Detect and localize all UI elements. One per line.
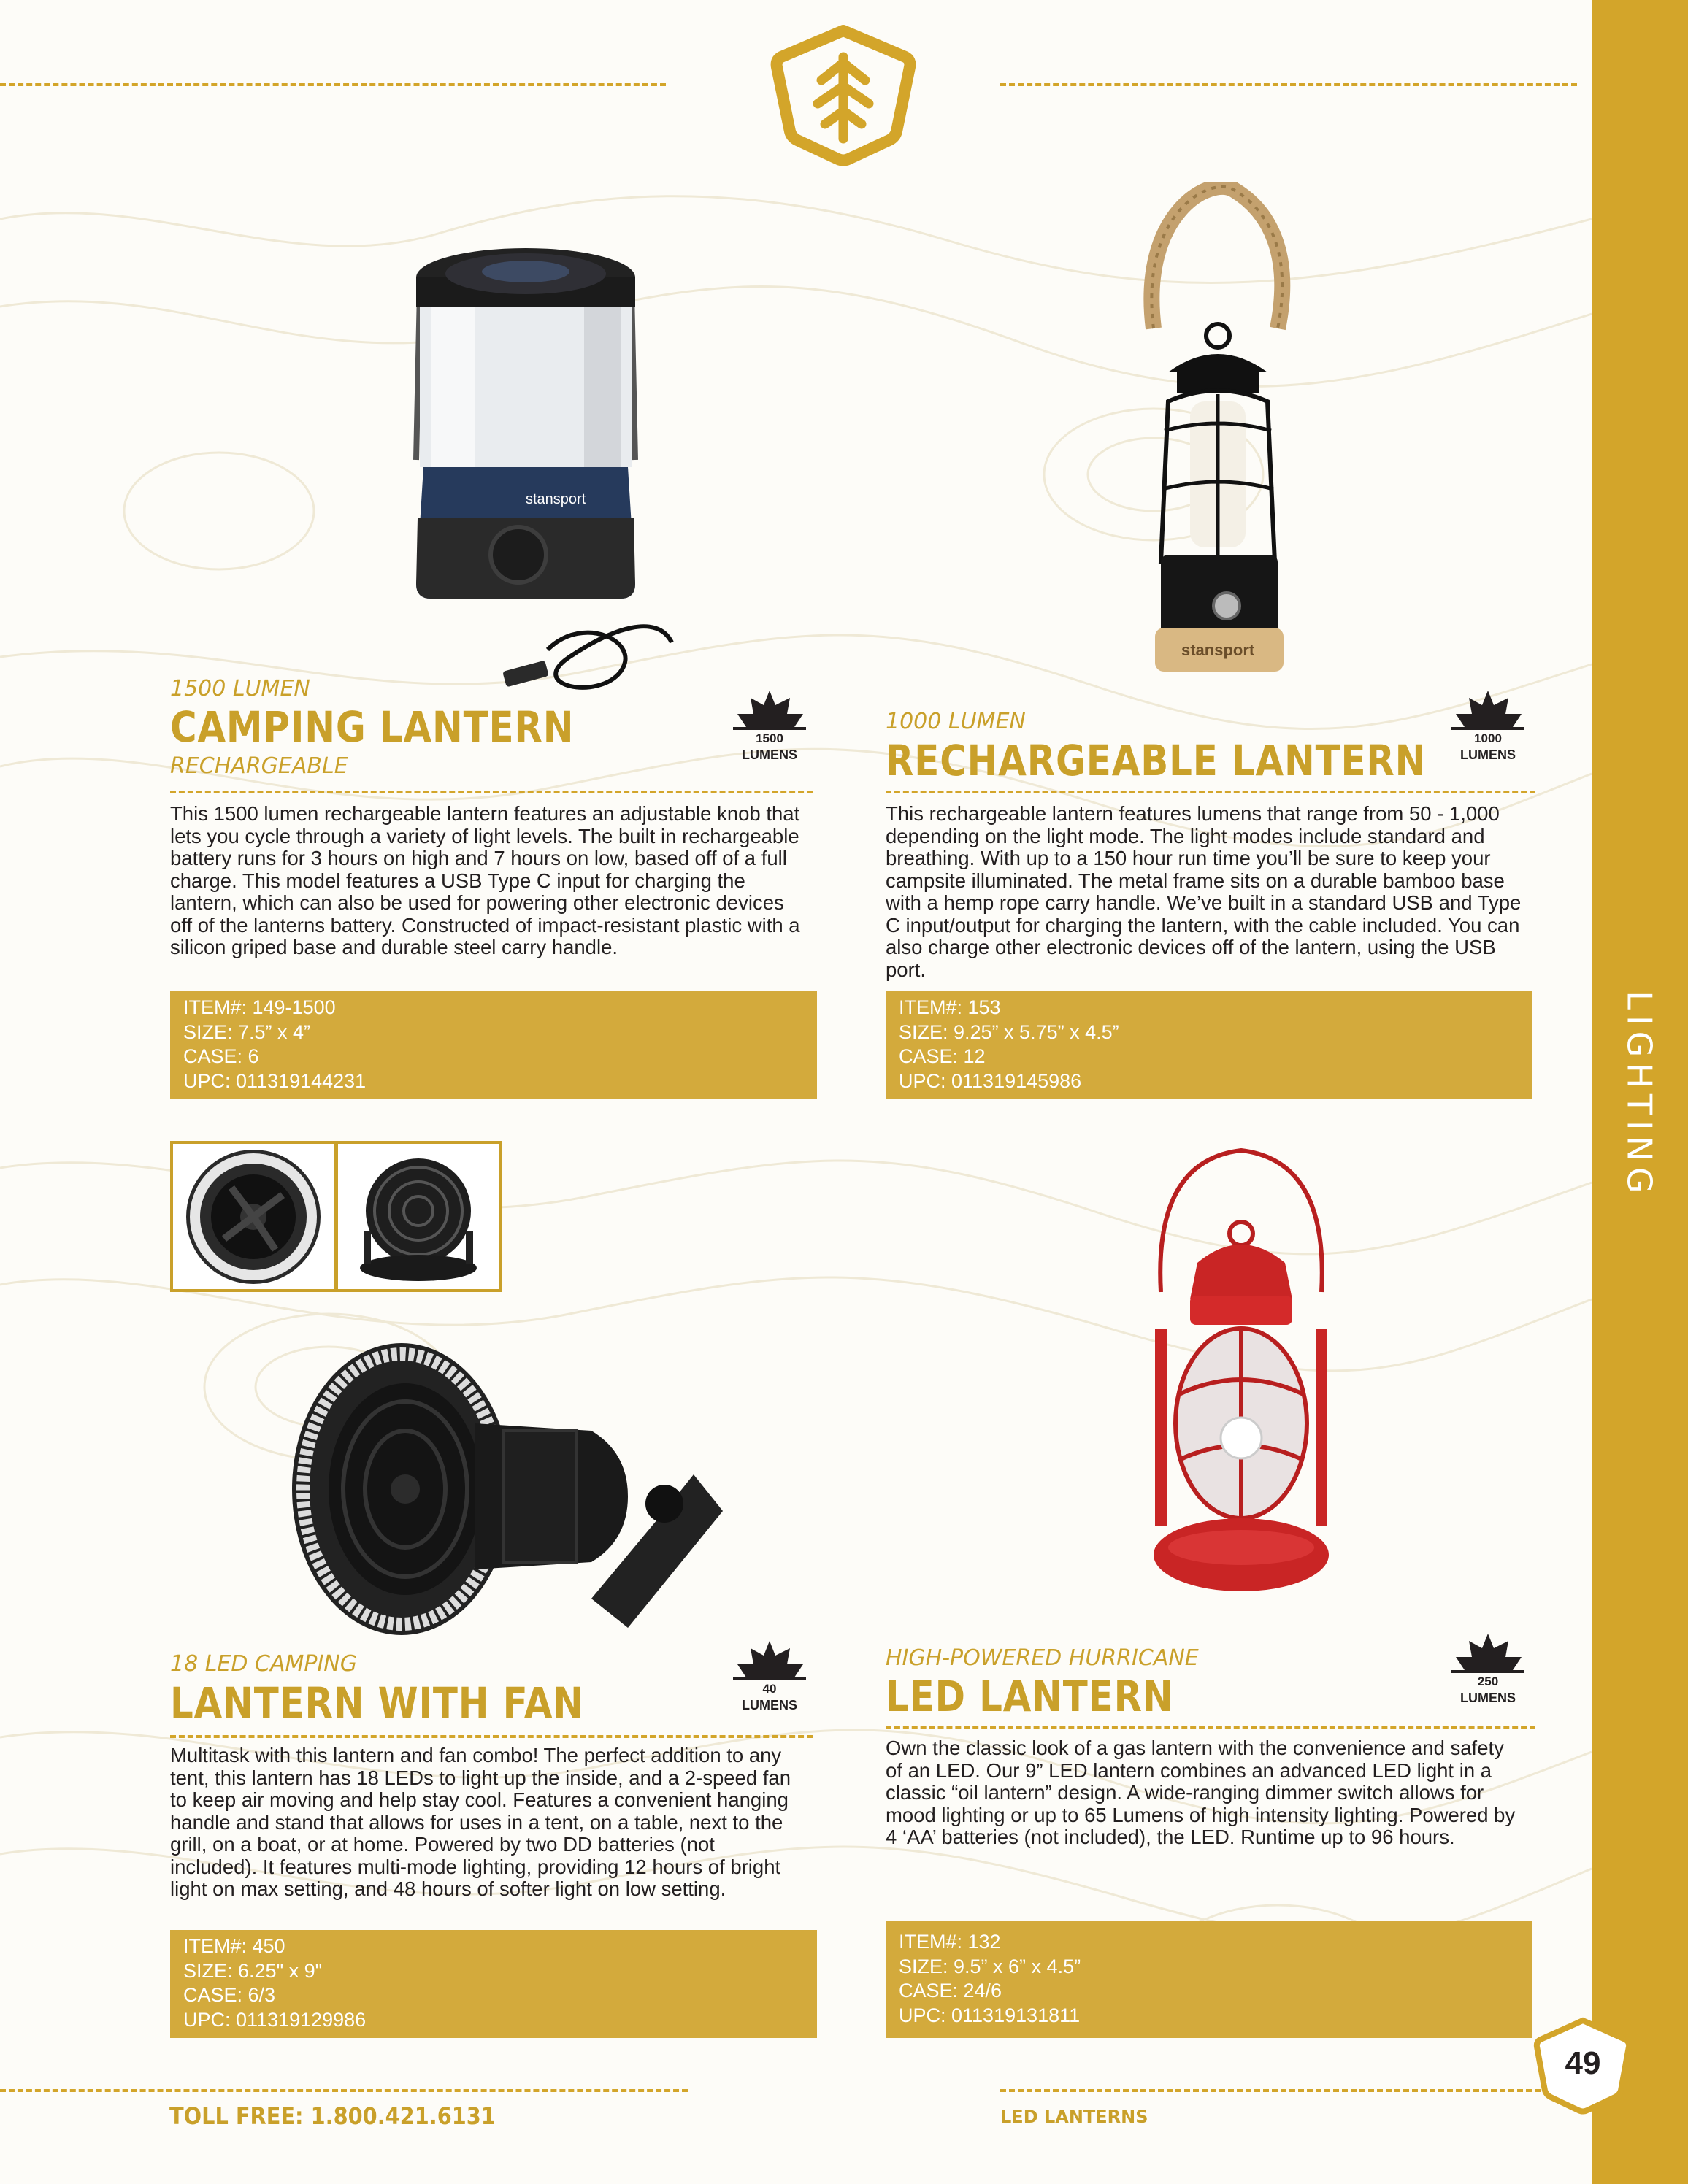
- product-image-lantern-with-fan: [285, 1321, 723, 1657]
- product-image-rechargeable-lantern: [1110, 182, 1343, 708]
- brand-logo: [767, 22, 920, 168]
- product-description: This 1500 lumen rechargeable lantern features an adjustable knob that lets you cycle through a variety of light levels. The built in rechargeable battery runs for 3 hours on high and 7 hours on low, based off of a full charge. This model features a USB Type C input for charging the lantern, which can also be used for powering other electronic devices off of the lanterns battery. Constructed of impact-resistant plastic with a silicon griped base and durable steel carry handle.: [170, 802, 800, 958]
- lumens-label: LUMENS: [742, 747, 797, 762]
- product-subtitle: 1500 LUMEN: [170, 676, 310, 701]
- section-label: [1594, 991, 1686, 1199]
- product-subtitle-2: RECHARGEABLE: [170, 753, 348, 779]
- lumens-label: LUMENS: [1460, 1691, 1516, 1705]
- spec-size: SIZE: 9.5” x 6” x 4.5”: [899, 1955, 1081, 1977]
- spec-upc: UPC: 011319129986: [183, 2008, 367, 2031]
- spec-upc: UPC: 011319144231: [183, 1069, 367, 1092]
- lumens-value: 1500: [756, 731, 783, 745]
- footer-section-name: LED LANTERNS: [1000, 2107, 1148, 2127]
- spec-case: CASE: 24/6: [899, 1980, 1002, 2002]
- product-image-camping-lantern: [380, 234, 789, 723]
- lumens-badge: [726, 689, 813, 769]
- product-subtitle: HIGH-POWERED HURRICANE: [886, 1645, 1199, 1671]
- lumens-value: 1000: [1474, 731, 1502, 745]
- product-description: Multitask with this lantern and fan combo! The perfect addition to any tent, this lantern has 18 LEDs to light up the inside, and a 2-speed fan to keep air moving and help stay cool. Features a convenient hanging handle and stand that allows for uses in a tent, on a table, next to the grill, on a boat, or at home. Powered by two DD batteries (not included). It features multi-mode lighting, providing 12 hours of bright light on max setting, and 48 hours of softer light on low setting.: [170, 1744, 791, 1900]
- spec-upc: UPC: 011319131811: [899, 2004, 1081, 2026]
- product-title: CAMPING LANTERN: [170, 702, 575, 752]
- product-title: LANTERN WITH FAN: [170, 1678, 584, 1728]
- product-image-led-lantern: [1139, 1146, 1343, 1613]
- tree-badge-icon: [767, 22, 920, 168]
- spec-box: [170, 991, 817, 1099]
- lumens-badge: [1444, 1632, 1532, 1712]
- lumens-value: 40: [762, 1682, 777, 1696]
- title-rule: [886, 791, 1535, 793]
- footer-rule-left: [0, 2089, 688, 2092]
- spec-item: ITEM#: 153: [899, 996, 1001, 1018]
- lumens-label: LUMENS: [1460, 747, 1516, 762]
- lumens-badge: [726, 1639, 813, 1720]
- header-rule-right: [1000, 83, 1577, 86]
- spec-box: [886, 1921, 1532, 2038]
- page-number-badge: [1532, 2015, 1634, 2117]
- lantern-brand-text: stansport: [526, 491, 586, 507]
- page-number: 49: [1565, 2045, 1601, 2081]
- fan-lantern-back-image: [338, 1144, 499, 1289]
- section-label-text: LIGHTING: [1620, 991, 1660, 1199]
- fan-lantern-front-image: [173, 1144, 334, 1289]
- spec-box: [886, 991, 1532, 1099]
- footer-rule-right: [1000, 2089, 1541, 2092]
- spec-case: CASE: 6: [183, 1045, 259, 1067]
- spec-item: ITEM#: 450: [183, 1935, 285, 1957]
- lumens-badge: [1444, 689, 1532, 769]
- product-title: RECHARGEABLE LANTERN: [886, 736, 1427, 785]
- lantern-brand-text: stansport: [1181, 641, 1255, 659]
- thumbnail-front-view[interactable]: [170, 1141, 337, 1292]
- title-rule: [886, 1726, 1535, 1729]
- product-description: Own the classic look of a gas lantern with the convenience and safety of an LED. Our 9” LED lantern combines an advanced LED light in a classic “oil lantern” design. A wide-ranging dimmer switch allows for mood lighting or up to 65 Lumens of high intensity lighting. Powered by 4 ‘AA’ batteries (not included), the LED. Runtime up to 96 hours.: [886, 1737, 1516, 1848]
- spec-size: SIZE: 6.25" x 9": [183, 1959, 323, 1982]
- thumbnail-back-view[interactable]: [335, 1141, 502, 1292]
- product-description: This rechargeable lantern features lumens that range from 50 - 1,000 depending on the light mode. The light modes include standard and breathing. With up to a 150 hour run time you’ll be sure to keep your campsite illuminated. The metal frame sits on a durable bamboo base with a hemp rope carry handle. We’ve built in a standard USB and Type C input/output for charging the lantern, with the cable included. You can also charge other electronic devices off of the lantern, using the USB port.: [886, 802, 1522, 981]
- title-rule: [170, 791, 813, 793]
- toll-free-number: TOLL FREE: 1.800.421.6131: [169, 2102, 496, 2130]
- spec-size: SIZE: 7.5” x 4”: [183, 1020, 311, 1043]
- lumens-label: LUMENS: [742, 1698, 797, 1712]
- header-rule-left: [0, 83, 666, 86]
- title-rule: [170, 1735, 813, 1738]
- spec-upc: UPC: 011319145986: [899, 1069, 1082, 1092]
- spec-box: [170, 1930, 817, 2038]
- product-subtitle: 1000 LUMEN: [886, 709, 1026, 734]
- lumens-value: 250: [1477, 1674, 1499, 1688]
- spec-size: SIZE: 9.25” x 5.75” x 4.5”: [899, 1020, 1119, 1043]
- spec-item: ITEM#: 149-1500: [183, 996, 336, 1018]
- spec-case: CASE: 6/3: [183, 1984, 276, 2006]
- spec-item: ITEM#: 132: [899, 1931, 1001, 1953]
- product-subtitle: 18 LED CAMPING: [170, 1651, 357, 1677]
- product-title: LED LANTERN: [886, 1672, 1174, 1721]
- spec-case: CASE: 12: [899, 1045, 986, 1067]
